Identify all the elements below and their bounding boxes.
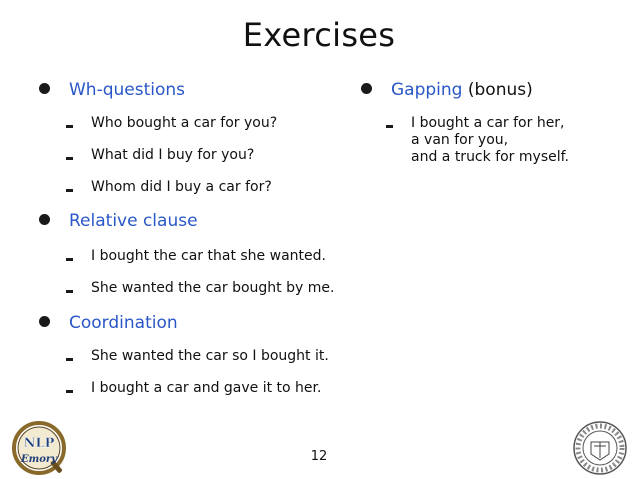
gapping-line-3: and a truck for myself.	[411, 149, 569, 165]
list-item-text	[411, 115, 569, 166]
bullet-dot	[39, 214, 50, 225]
bullet-heading: Coordination	[69, 313, 178, 333]
dash-marker	[66, 358, 73, 361]
bonus-label: (bonus)	[467, 80, 533, 100]
list-item-text: She wanted the car bought by me.	[91, 280, 335, 296]
bullet-dot	[39, 316, 50, 327]
bullet-dot	[39, 83, 50, 94]
list-item-text: What did I buy for you?	[91, 147, 255, 163]
list-item-text: I bought the car that she wanted.	[91, 248, 326, 264]
dash-marker	[66, 125, 73, 128]
nlp-emory-logo	[10, 420, 68, 476]
page-number: 12	[310, 449, 328, 464]
list-item-text: Who bought a car for you?	[91, 115, 278, 131]
bullet-heading: Relative clause	[69, 211, 198, 231]
dash-marker	[66, 157, 73, 160]
emory-university-seal	[572, 420, 628, 476]
dash-marker	[66, 290, 73, 293]
gapping-heading: Gapping	[391, 80, 463, 100]
dash-marker	[66, 390, 73, 393]
gapping-line-2: a van for you,	[411, 132, 509, 148]
svg-text:Emory: Emory	[21, 454, 57, 465]
list-item-text: Whom did I buy a car for?	[91, 179, 272, 195]
list-item-text: I bought a car and gave it to her.	[91, 380, 322, 396]
dash-marker	[66, 189, 73, 192]
bullet-dot	[361, 83, 372, 94]
svg-text:NLP: NLP	[23, 436, 55, 451]
dash-marker	[386, 125, 393, 128]
bullet-heading: Wh-questions	[69, 80, 186, 100]
slide-title: Exercises	[242, 16, 396, 54]
list-item-text: She wanted the car so I bought it.	[91, 348, 329, 364]
dash-marker	[66, 258, 73, 261]
gapping-line-1: I bought a car for her,	[411, 115, 565, 131]
bullet-heading	[391, 80, 533, 100]
